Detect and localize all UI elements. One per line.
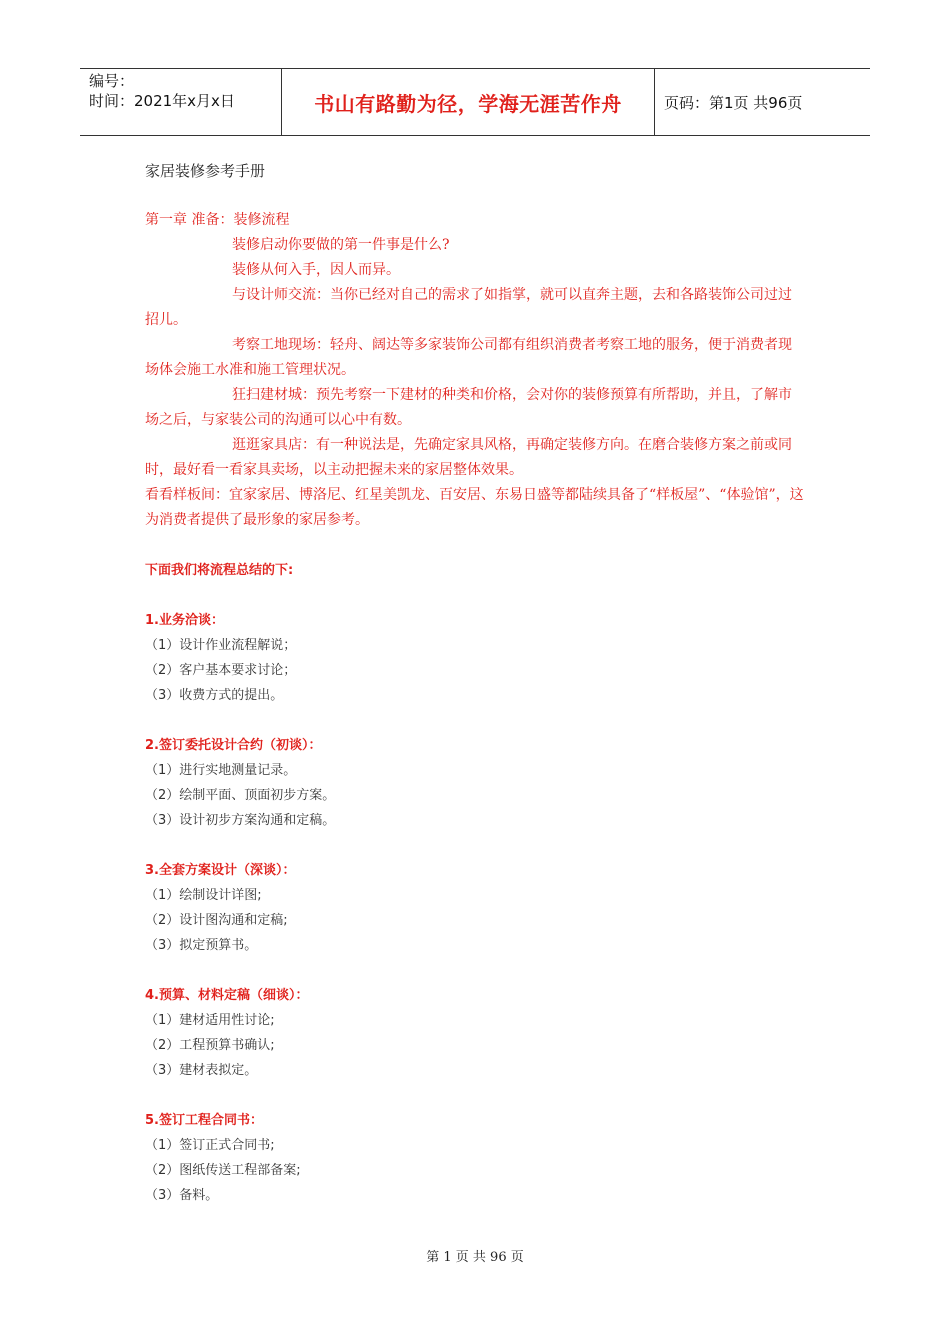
section-title: 2.签订委托设计合约（初谈）： — [145, 738, 322, 753]
chapter-paragraph: 考察工地现场：轻舟、阔达等多家装饰公司都有组织消费者考察工地的服务，便于消费者现场体会施工水准和施工管理状况。 — [145, 337, 792, 378]
header-meta — [80, 69, 281, 135]
process-section — [145, 608, 805, 708]
list-item: （3）设计初步方案沟通和定稿。 — [145, 813, 336, 828]
showroom-paragraph: 看看样板间：宜家家居、博洛尼、红星美凯龙、百安居、东易日盛等都陆续具备了“样板屋”、“体验馆”，这为消费者提供了最形象的家居参考。 — [145, 487, 804, 528]
list-item: （2）设计图沟通和定稿; — [145, 913, 288, 928]
page-footer: 第 1 页 共 96 页 — [426, 1250, 524, 1265]
section-title: 3.全套方案设计（深谈）： — [145, 863, 296, 878]
list-item: （1）设计作业流程解说； — [145, 638, 297, 653]
list-item: （2）客户基本要求讨论； — [145, 663, 297, 678]
section-title: 4.预算、材料定稿（细谈）： — [145, 988, 309, 1003]
list-item: （3）收费方式的提出。 — [145, 688, 284, 703]
list-item: （1）进行实地测量记录。 — [145, 763, 297, 778]
chapter-paragraph: 装修从何入手，因人而异。 — [232, 262, 400, 278]
time-label: 时间：2021年x月x日 — [89, 92, 235, 110]
list-item: （1）签订正式合同书; — [145, 1138, 275, 1153]
chapter-paragraph: 与设计师交流：当你已经对自己的需求了如指掌，就可以直奔主题，去和各路装饰公司过过招儿。 — [145, 287, 792, 328]
chapter-heading: 第一章 准备：装修流程 — [145, 212, 290, 228]
process-section — [145, 733, 805, 833]
list-item: （2）图纸传送工程部备案; — [145, 1163, 301, 1178]
list-item: （1）建材适用性讨论; — [145, 1013, 275, 1028]
list-item: （3）拟定预算书。 — [145, 938, 258, 953]
header-page-info: 页码：第1页 共96页 — [664, 93, 803, 112]
chapter-paragraph: 狂扫建材城：预先考察一下建材的种类和价格，会对你的装修预算有所帮助，并且，了解市场之后，与家装公司的沟通可以心中有数。 — [145, 387, 792, 428]
list-item: （2）绘制平面、顶面初步方案。 — [145, 788, 336, 803]
process-section — [145, 858, 805, 958]
process-section — [145, 1108, 805, 1208]
chapter-paragraph: 装修启动你要做的第一件事是什么? — [232, 237, 450, 253]
process-section — [145, 983, 805, 1083]
section-title: 1.业务洽谈： — [145, 613, 224, 628]
list-item: （3）备料。 — [145, 1188, 219, 1203]
page-header — [80, 68, 870, 136]
chapter-paragraph: 逛逛家具店：有一种说法是，先确定家具风格，再确定装修方向。在磨合装修方案之前或同时，最好看一看家具卖场，以主动把握未来的家居整体效果。 — [145, 437, 792, 478]
summary-title: 下面我们将流程总结的下: — [145, 563, 294, 578]
chapter-content — [145, 208, 805, 1208]
document-title: 家居装修参考手册 — [145, 162, 266, 180]
list-item: （1）绘制设计详图; — [145, 888, 262, 903]
section-title: 5.签订工程合同书： — [145, 1113, 263, 1128]
list-item: （2）工程预算书确认; — [145, 1038, 275, 1053]
list-item: （3）建材表拟定。 — [145, 1063, 258, 1078]
number-label: 编号： — [89, 72, 135, 90]
header-motto: 书山有路勤为径，学海无涯苦作舟 — [281, 69, 655, 135]
